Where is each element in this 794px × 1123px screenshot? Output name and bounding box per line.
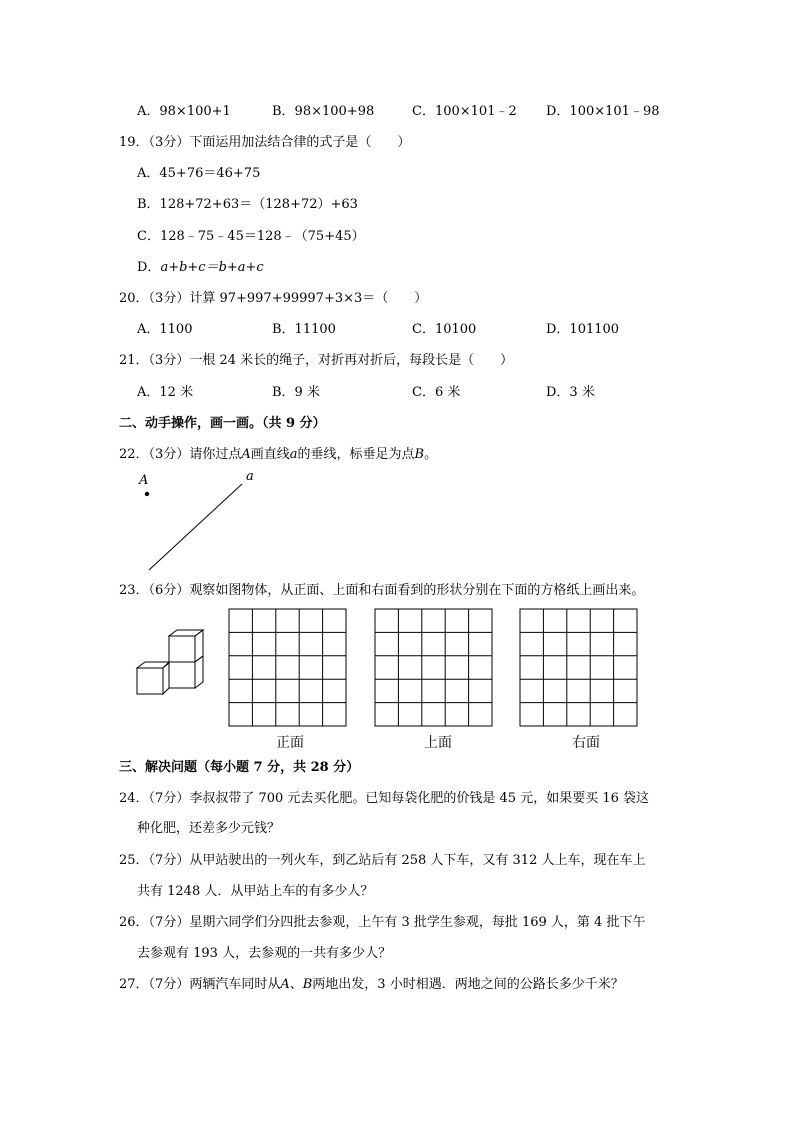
q25-line-2: 共有 1248 人．从甲站上车的有多少人？ (137, 884, 374, 899)
q19-option-d-expr: a+b+c＝b+a+c (160, 260, 264, 275)
q20-option-c: C．10100 (412, 322, 477, 337)
q27-separator: 、 (289, 977, 303, 992)
q27-var-B: B (302, 977, 313, 992)
q18-option-c: C．100×101﹣2 (412, 104, 517, 119)
q21-option-d: D．3 米 (546, 385, 595, 400)
q22-stem-part-3: 的垂线，标垂足为点 (297, 447, 415, 462)
q22-line-label: a (246, 469, 254, 484)
q21-option-c: C．6 米 (412, 385, 461, 400)
grid-front (229, 609, 346, 726)
q19-option-a: A．45+76＝46+75 (137, 166, 261, 181)
q27-stem (119, 976, 624, 994)
q22-point-label: A (139, 473, 149, 488)
q27-stem-part-2: 两地出发，3 小时相遇．两地之间的公路长多少千米？ (312, 977, 624, 992)
grid-right (520, 609, 637, 726)
q24-line-1: 24．（7分）李叔叔带了 700 元去买化肥。已知每袋化肥的价钱是 45 元，如果要买 16 袋这 (119, 791, 650, 806)
q27-stem-part-1: 27．（7分）两辆汽车同时从 (119, 977, 281, 992)
grid-label-top: 上面 (424, 735, 452, 751)
q26-line-1: 26．（7分）星期六同学们分四批去参观，上午有 3 批学生参观，每批 169 人，第 4 批下午 (119, 915, 646, 930)
q19-option-d-prefix: D． (137, 260, 161, 275)
grid-label-right: 右面 (572, 735, 600, 751)
q20-stem: 20．（3分）计算 97+997+99997+3×3＝（ ） (119, 291, 428, 306)
q23-stem: 23．（6分）观察如图物体，从正面、上面和右面看到的形状分别在下面的方格纸上画出来。 (119, 583, 645, 598)
q19-option-b: B．128+72+63＝（128+72）+63 (137, 197, 358, 212)
q22-var-a: a (289, 447, 298, 462)
q21-stem: 21．（3分）一根 24 米长的绳子，对折再对折后，每段长是（ ） (119, 353, 514, 368)
grid-label-front: 正面 (276, 735, 304, 751)
q22-stem-part-1: 22．（3分）请你过点 (119, 447, 242, 462)
q24-line-2: 种化肥，还差多少元钱？ (137, 821, 281, 836)
q22-var-B: B (414, 447, 425, 462)
q25-line-1: 25．（7分）从甲站驶出的一列火车，到乙站后有 258 人下车，又有 312 人上车，现在车上 (119, 853, 646, 868)
q20-option-a: A．1100 (137, 322, 193, 337)
q22-stem-part-2: 画直线 (250, 447, 290, 462)
q27-var-A: A (280, 977, 290, 992)
q18-option-b: B．98×100+98 (272, 104, 375, 119)
q26-line-2: 去参观有 193 人，去参观的一共有多少人？ (137, 946, 392, 961)
q21-option-a: A．12 米 (137, 385, 194, 400)
q18-option-d: D．100×101﹣98 (546, 104, 660, 119)
q20-option-d: D．101100 (546, 322, 620, 337)
q18-option-a: A．98×100+1 (137, 104, 231, 119)
section-3-title: 三、解决问题（每小题 7 分，共 28 分） (119, 760, 360, 775)
grid-top (375, 609, 492, 726)
q22-stem-part-4: 。 (424, 447, 438, 462)
q19-option-c: C．128﹣75﹣45＝128﹣（75+45） (137, 229, 365, 244)
q20-option-b: B．11100 (272, 322, 336, 337)
section-2-title: 二、动手操作，画一画。（共 9 分） (119, 416, 326, 431)
q22-var-A: A (241, 447, 251, 462)
q19-stem: 19．（3分）下面运用加法结合律的式子是（ ） (119, 135, 411, 150)
q21-option-b: B．9 米 (272, 385, 320, 400)
